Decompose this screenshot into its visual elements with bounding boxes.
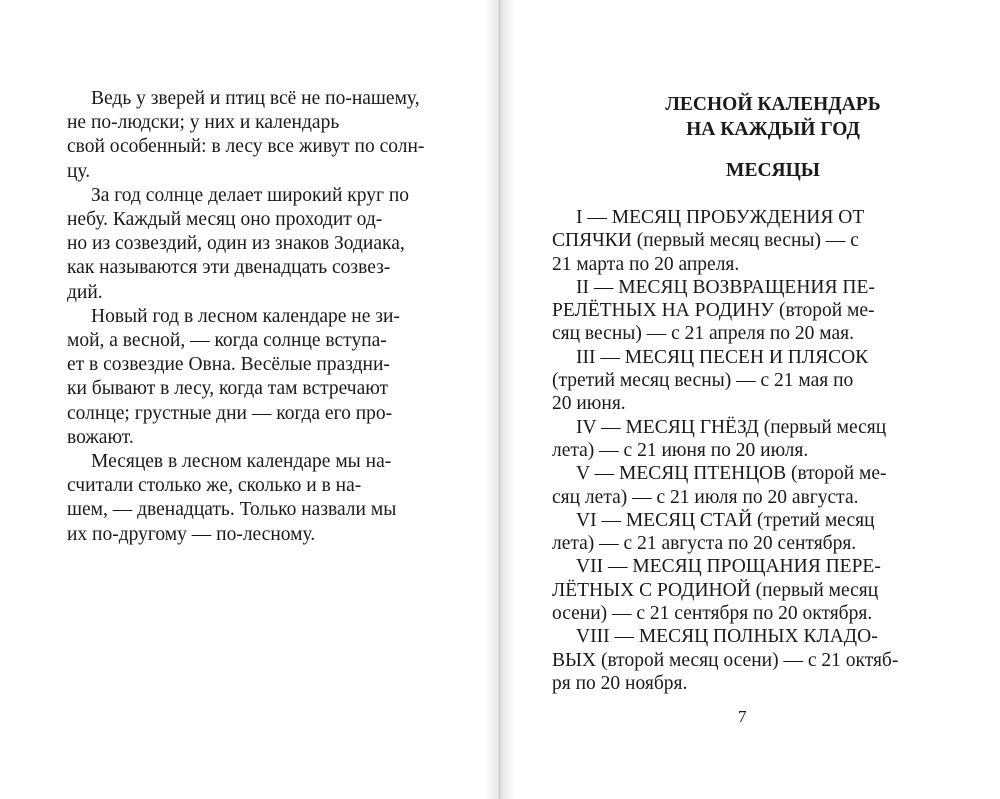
title-line-1: ЛЕСНОЙ КАЛЕНДАРЬ (665, 94, 881, 115)
month-line: VIII — МЕСЯЦ ПОЛНЫХ КЛАДО- (576, 626, 878, 648)
right-page (500, 0, 1000, 799)
text-line: не по-людски; у них и календарь (67, 112, 340, 134)
text-line: как называются эти двенадцать созвез- (67, 257, 391, 279)
text-line: считали столько же, сколько и в на- (67, 475, 362, 497)
page-number: 7 (738, 707, 747, 726)
text-line: цу. (67, 160, 91, 182)
month-line: РЕЛЁТНЫХ НА РОДИНУ (второй ме- (552, 300, 875, 322)
text-line: мой, а весной, — когда солнце вступа- (67, 330, 387, 352)
text-line: Месяцев в лесном календаре мы на- (91, 451, 392, 473)
text-line: дий. (67, 281, 103, 303)
month-line: ВЫХ (второй месяц осени) — с 21 октяб- (552, 649, 899, 671)
month-line: лета) — с 21 июня по 20 июля. (552, 439, 809, 461)
month-line: сяц лета) — с 21 июля по 20 августа. (552, 486, 859, 508)
month-line: (третий месяц весны) — с 21 мая по (552, 370, 854, 392)
text-line: Ведь у зверей и птиц всё не по-нашему, (91, 88, 420, 109)
text-line: но из созвездий, один из знаков Зодиака, (67, 233, 405, 255)
month-line: VII — МЕСЯЦ ПРОЩАНИЯ ПЕРЕ- (576, 556, 881, 578)
month-line: ря по 20 ноября. (552, 672, 688, 694)
left-page-text (67, 87, 449, 547)
title-line-2: НА КАЖДЫЙ ГОД (686, 119, 860, 140)
text-line: ки бывают в лесу, когда там встречают (67, 378, 389, 400)
month-line: лета) — с 21 августа по 20 сентября. (552, 533, 857, 555)
text-line: их по-другому — по-лесному. (67, 523, 316, 545)
text-line: шем, — двенадцать. Только назвали мы (67, 499, 397, 521)
month-line: осени) — с 21 сентября по 20 октября. (552, 603, 873, 625)
month-line: СПЯЧКИ (первый месяц весны) — с (552, 230, 859, 252)
month-line: IV — МЕСЯЦ ГНЁЗД (первый месяц (576, 416, 887, 438)
month-line: V — МЕСЯЦ ПТЕНЦОВ (второй ме- (576, 463, 887, 485)
text-line: ет в созвездие Овна. Весёлые праздни- (67, 354, 390, 376)
month-line: VI — МЕСЯЦ СТАЙ (третий месяц (576, 509, 875, 531)
month-line: 20 июня. (552, 393, 626, 415)
month-line: сяц весны) — с 21 апреля по 20 мая. (552, 323, 854, 345)
month-line: I — МЕСЯЦ ПРОБУЖДЕНИЯ ОТ (576, 207, 865, 228)
months-list (552, 206, 944, 695)
text-line: За год солнце делает широкий круг по (91, 184, 410, 206)
month-line: III — МЕСЯЦ ПЕСЕН И ПЛЯСОК (576, 346, 869, 368)
text-line: вожают. (67, 426, 134, 448)
section-subtitle: МЕСЯЦЫ (726, 160, 820, 181)
month-line: 21 марта по 20 апреля. (552, 253, 740, 275)
text-line: солнце; грустные дни — когда его про- (67, 402, 393, 424)
book-gutter (484, 0, 516, 799)
spine-line (499, 0, 500, 799)
month-line: ЛЁТНЫХ С РОДИНОЙ (первый месяц (552, 579, 879, 601)
chapter-title (548, 92, 998, 142)
text-line: Новый год в лесном календаре не зи- (91, 305, 400, 327)
text-line: небу. Каждый месяц оно проходит од- (67, 209, 383, 231)
text-line: свой особенный: в лесу все живут по солн- (67, 136, 425, 158)
month-line: II — МЕСЯЦ ВОЗВРАЩЕНИЯ ПЕ- (576, 276, 875, 298)
